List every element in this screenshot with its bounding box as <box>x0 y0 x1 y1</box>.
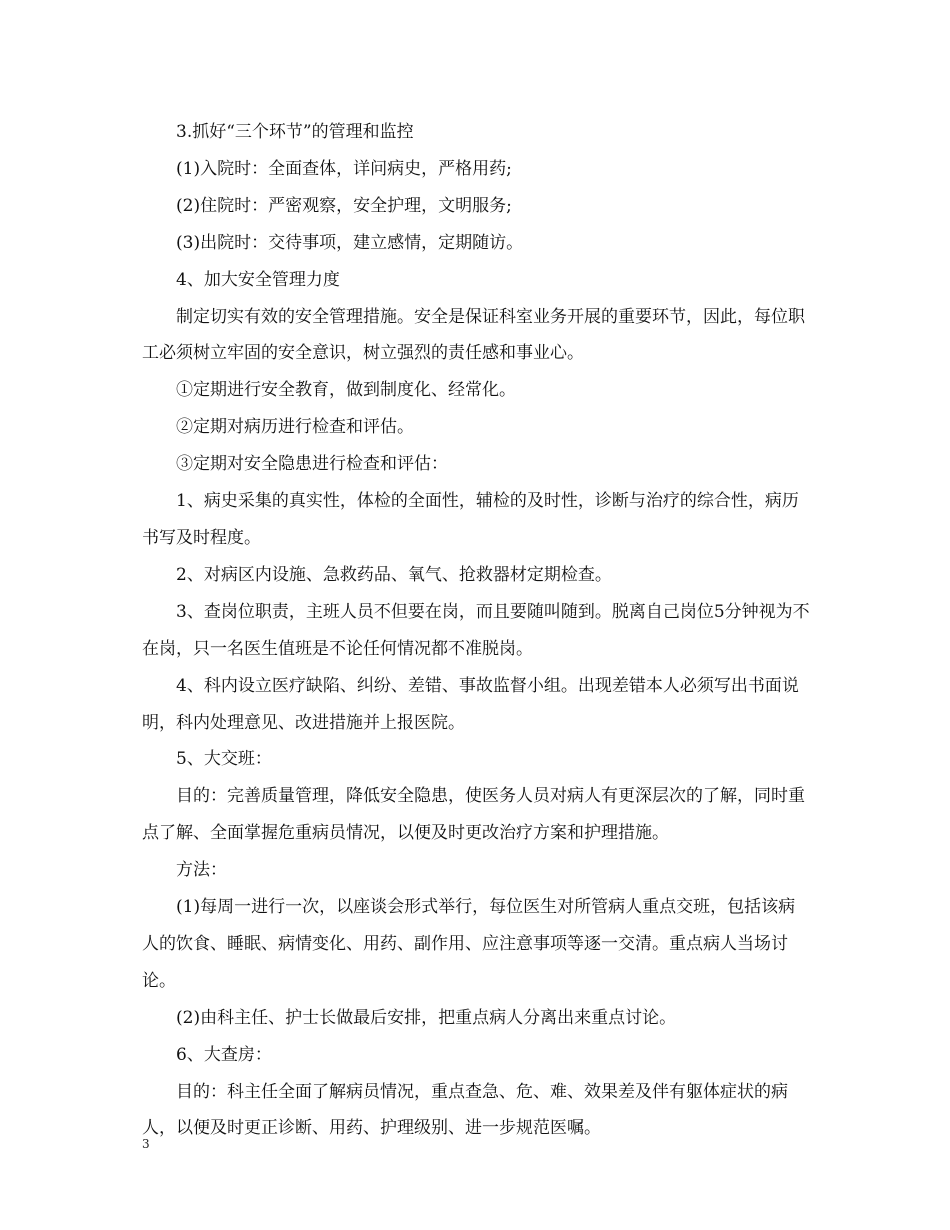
paragraph: (2)由科主任、护士长做最后安排，把重点病人分离出来重点讨论。 <box>176 1007 677 1028</box>
paragraph: ①定期进行安全教育，做到制度化、经常化。 <box>176 380 516 401</box>
paragraph: (1)入院时：全面查体，详问病史，严格用药; <box>176 158 512 179</box>
paragraph: ②定期对病历进行检查和评估。 <box>176 417 414 438</box>
paragraph: ③定期对安全隐患进行检查和评估： <box>176 454 448 475</box>
paragraph: 5、大交班： <box>176 749 272 770</box>
paragraph: 6、大查房： <box>176 1044 272 1065</box>
paragraph: 4、科内设立医疗缺陷、纠纷、差错、事故监督小组。出现差错本人必须写出书面说明，科内处理意见、改进措施并上报医院。 <box>142 675 799 733</box>
paragraph: 3、查岗位职责，主班人员不但要在岗，而且要随叫随到。脱离自己岗位5分钟视为不在岗，只一名医生值班是不论任何情况都不准脱岗。 <box>142 601 810 659</box>
paragraph: 目的：完善质量管理，降低安全隐患，使医务人员对病人有更深层次的了解，同时重点了解、全面掌握危重病员情况，以便及时更改治疗方案和护理措施。 <box>142 786 805 844</box>
paragraph: (2)住院时：严密观察，安全护理，文明服务; <box>176 195 512 216</box>
paragraph: 1、病史采集的真实性，体检的全面性，辅检的及时性，诊断与治疗的综合性，病历书写及时程度。 <box>142 491 799 548</box>
paragraph: 2、对病区内设施、急救药品、氧气、抢救器材定期检查。 <box>176 564 612 585</box>
document-body <box>142 114 812 1147</box>
paragraph: 3.抓好“三个环节”的管理和监控 <box>176 122 414 142</box>
paragraph: 4、加大安全管理力度 <box>176 269 340 290</box>
page-number: 3 <box>142 1137 150 1151</box>
paragraph: 制定切实有效的安全管理措施。安全是保证科室业务开展的重要环节，因此，每位职工必须树立牢固的安全意识，树立强烈的责任感和事业心。 <box>142 306 805 364</box>
paragraph: 目的：科主任全面了解病员情况，重点查急、危、难、效果差及伴有躯体症状的病人，以便及时更正诊断、用药、护理级别、进一步规范医嘱。 <box>142 1081 788 1139</box>
paragraph: (1)每周一进行一次，以座谈会形式举行，每位医生对所管病人重点交班，包括该病人的饮食、睡眠、病情变化、用药、副作用、应注意事项等逐一交清。重点病人当场讨论。 <box>142 897 796 991</box>
paragraph: 方法： <box>176 860 227 881</box>
paragraph: (3)出院时：交待事项，建立感情，定期随访。 <box>176 232 524 253</box>
